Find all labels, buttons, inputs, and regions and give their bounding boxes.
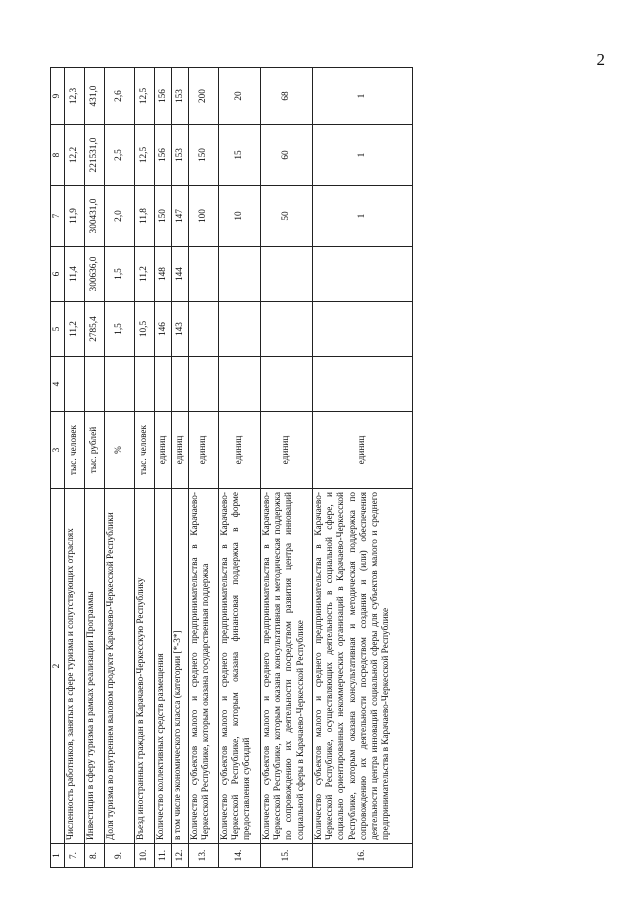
value-cell-col4 [85,357,105,412]
indicator-name: Въезд иностранных граждан в Карачаево-Черкесскую Республику [135,489,155,844]
table-row [135,68,155,868]
value-cell-col4 [261,357,313,412]
value-cell-col6: 11,2 [135,247,155,302]
value-cell-col4 [189,357,219,412]
value-cell-col8: 150 [189,125,219,186]
value-cell-col8: 221531,0 [85,125,105,186]
value-cell-col7: 2,0 [105,186,135,247]
value-cell-col5: 143 [172,302,189,357]
value-cell-col8: 12,5 [135,125,155,186]
value-cell-col6 [261,247,313,302]
value-cell-col4 [105,357,135,412]
value-cell-col8: 153 [172,125,189,186]
value-cell-col9: 12,5 [135,68,155,125]
header-cell: 6 [51,247,65,302]
value-cell-col6: 300636,0 [85,247,105,302]
value-cell-col6: 1,5 [105,247,135,302]
value-cell-col5: 1,5 [105,302,135,357]
value-cell-col9: 20 [219,68,261,125]
unit-cell: тыс. человек [135,412,155,489]
value-cell-col9: 68 [261,68,313,125]
row-number: 9. [105,844,135,868]
header-cell: 4 [51,357,65,412]
row-number: 13. [189,844,219,868]
indicator-name: Количество субъектов малого и среднего предпринимательства в Карачаево-Черкесской Республике, которым оказана государственная поддержка [189,489,219,844]
value-cell-col8: 60 [261,125,313,186]
value-cell-col4 [65,357,85,412]
row-number: 11. [155,844,172,868]
value-cell-col9: 12,3 [65,68,85,125]
indicator-name: Количество субъектов малого и среднего предпринимательства в Карачаево-Черкесской Республике, которым оказана консультативная и методическая поддержка по сопровождению их деятельности посредством развития центра инноваций социальной сферы в Карачаево-Черкесской Республике [261,489,313,844]
unit-cell: единиц [261,412,313,489]
unit-cell: тыс. рублей [85,412,105,489]
table-row [105,68,135,868]
value-cell-col7: 10 [219,186,261,247]
header-row [51,68,65,868]
value-cell-col8: 2,5 [105,125,135,186]
unit-cell: единиц [155,412,172,489]
value-cell-col8: 1 [313,125,413,186]
value-cell-col7: 300431,0 [85,186,105,247]
value-cell-col5: 10,5 [135,302,155,357]
value-cell-col8: 156 [155,125,172,186]
indicator-name: в том числе экономического класса (категории [*-3*] [172,489,189,844]
value-cell-col6: 144 [172,247,189,302]
header-cell: 8 [51,125,65,186]
row-number: 14. [219,844,261,868]
value-cell-col4 [155,357,172,412]
header-cell: 1 [51,844,65,868]
header-cell: 9 [51,68,65,125]
value-cell-col6 [313,247,413,302]
value-cell-col9: 2,6 [105,68,135,125]
header-cell: 3 [51,412,65,489]
value-cell-col5 [261,302,313,357]
value-cell-col7: 147 [172,186,189,247]
value-cell-col4 [313,357,413,412]
value-cell-col7: 1 [313,186,413,247]
value-cell-col5: 146 [155,302,172,357]
unit-cell: тыс. человек [65,412,85,489]
header-cell: 7 [51,186,65,247]
header-cell: 5 [51,302,65,357]
value-cell-col6: 148 [155,247,172,302]
indicator-name: Количество коллективных средств размещения [155,489,172,844]
value-cell-col4 [219,357,261,412]
unit-cell: единиц [313,412,413,489]
value-cell-col9: 1 [313,68,413,125]
unit-cell: единиц [189,412,219,489]
value-cell-col4 [135,357,155,412]
indicator-name: Инвестиции в сферу туризма в рамках реализации Программы [85,489,105,844]
row-number: 10. [135,844,155,868]
table-row [172,68,189,868]
indicator-name: Количество субъектов малого и среднего предпринимательства в Карачаево-Черкесской Республике, осуществляющих деятельность в социальной сфере, и социально ориентированных некоммерческих организаций в Карачаево-Черкесской Республике, которым оказана консультативная и методическая поддержка по сопровождению их деятельности посредством создания и (или) обеспечения деятельности центра инноваций социальной сферы для субъектов малого и среднего предпринимательства в Карачаево-Черкесской Республике [313,489,413,844]
value-cell-col7: 100 [189,186,219,247]
table-row [189,68,219,868]
indicators-table [50,67,413,868]
table-row [85,68,105,868]
value-cell-col4 [172,357,189,412]
page-number: 2 [596,50,605,69]
row-number: 15. [261,844,313,868]
indicator-name: Численность работников, занятых в сфере туризма и сопутствующих отраслях [65,489,85,844]
table-row [155,68,172,868]
value-cell-col9: 156 [155,68,172,125]
indicator-name: Доля туризма во внутреннем валовом продукте Карачаево-Черкесской Республики [105,489,135,844]
table-row [313,68,413,868]
row-number: 7. [65,844,85,868]
indicator-name: Количество субъектов малого и среднего предпринимательства в Карачаево-Черкесской Республике, которым оказана финансовая поддержка в форме предоставления субсидий [219,489,261,844]
unit-cell: единиц [172,412,189,489]
value-cell-col5: 11,2 [65,302,85,357]
value-cell-col6 [219,247,261,302]
value-cell-col7: 11,8 [135,186,155,247]
row-number: 16. [313,844,413,868]
value-cell-col6 [189,247,219,302]
value-cell-col5 [219,302,261,357]
value-cell-col8: 15 [219,125,261,186]
unit-cell: единиц [219,412,261,489]
row-number: 8. [85,844,105,868]
rotated-table-container [50,68,610,868]
value-cell-col6: 11,4 [65,247,85,302]
value-cell-col5 [189,302,219,357]
header-cell: 2 [51,489,65,844]
value-cell-col9: 200 [189,68,219,125]
table-row [261,68,313,868]
value-cell-col9: 431,0 [85,68,105,125]
value-cell-col7: 11,9 [65,186,85,247]
unit-cell: % [105,412,135,489]
value-cell-col8: 12,2 [65,125,85,186]
value-cell-col7: 150 [155,186,172,247]
value-cell-col5 [313,302,413,357]
row-number: 12. [172,844,189,868]
value-cell-col7: 50 [261,186,313,247]
value-cell-col5: 2785,4 [85,302,105,357]
table-row [219,68,261,868]
table-row [65,68,85,868]
value-cell-col9: 153 [172,68,189,125]
